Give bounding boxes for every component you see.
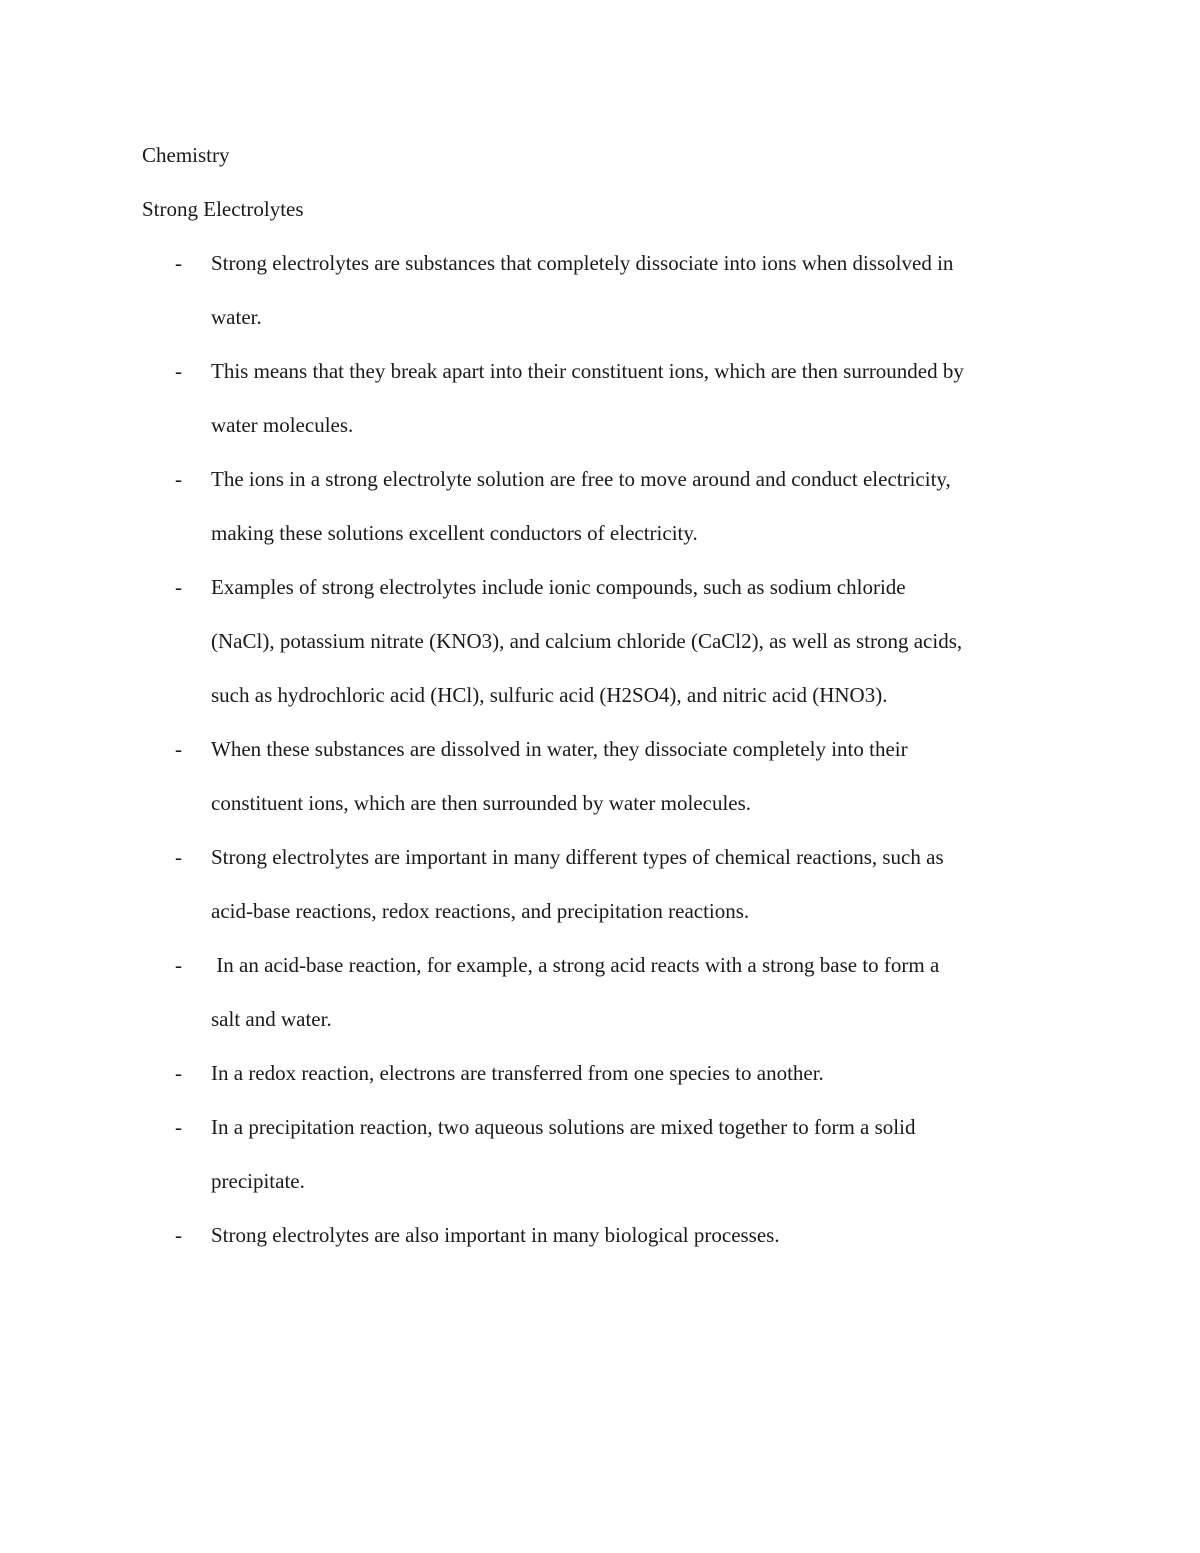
bullet-dash: -	[175, 845, 182, 869]
bullet-text-line: constituent ions, which are then surrounded by water molecules.	[211, 791, 752, 815]
document-body	[142, 128, 1082, 1262]
bullet-list	[142, 236, 1082, 1262]
bullet-dash: -	[175, 251, 182, 275]
bullet-item	[142, 344, 1069, 452]
bullet-dash: -	[175, 1115, 182, 1139]
topic-heading: Strong Electrolytes	[142, 197, 304, 221]
bullet-item	[142, 830, 1069, 938]
bullet-text-line: salt and water.	[211, 1007, 332, 1031]
bullet-item	[142, 560, 1069, 722]
bullet-dash: -	[175, 1061, 182, 1085]
bullet-text-line: such as hydrochloric acid (HCl), sulfuric acid (H2SO4), and nitric acid (HNO3).	[211, 683, 888, 707]
bullet-dash: -	[175, 953, 182, 977]
course-title: Chemistry	[142, 143, 230, 167]
bullet-text-line: water molecules.	[211, 413, 354, 437]
bullet-dash: -	[175, 737, 182, 761]
bullet-text-line: This means that they break apart into their constituent ions, which are then surrounded by	[211, 359, 964, 383]
bullet-text-line: In a precipitation reaction, two aqueous solutions are mixed together to form a solid	[211, 1115, 916, 1139]
bullet-text-line: The ions in a strong electrolyte solution are free to move around and conduct electricity,	[211, 467, 951, 491]
bullet-text-line: When these substances are dissolved in water, they dissociate completely into their	[211, 737, 908, 761]
bullet-text-line: In a redox reaction, electrons are transferred from one species to another.	[211, 1061, 824, 1085]
bullet-text-line: water.	[211, 305, 262, 329]
bullet-text-line: In an acid-base reaction, for example, a strong acid reacts with a strong base to form a	[211, 953, 940, 977]
bullet-item	[142, 1208, 1069, 1262]
bullet-text-line: Strong electrolytes are also important in many biological processes.	[211, 1223, 780, 1247]
bullet-text-line: Strong electrolytes are important in many different types of chemical reactions, such as	[211, 845, 944, 869]
bullet-dash: -	[175, 359, 182, 383]
bullet-text-line: Examples of strong electrolytes include ionic compounds, such as sodium chloride	[211, 575, 906, 599]
bullet-item	[142, 722, 1069, 830]
bullet-item	[142, 236, 1069, 344]
bullet-text-line: Strong electrolytes are substances that completely dissociate into ions when dissolved in	[211, 251, 954, 275]
bullet-item	[142, 938, 1069, 1046]
bullet-item	[142, 1046, 1069, 1100]
bullet-dash: -	[175, 1223, 182, 1247]
bullet-text-line: precipitate.	[211, 1169, 305, 1193]
bullet-dash: -	[175, 575, 182, 599]
bullet-dash: -	[175, 467, 182, 491]
bullet-text-line: (NaCl), potassium nitrate (KNO3), and calcium chloride (CaCl2), as well as strong acids,	[211, 629, 963, 653]
bullet-item	[142, 452, 1069, 560]
bullet-text-line: making these solutions excellent conductors of electricity.	[211, 521, 698, 545]
bullet-text-line: acid-base reactions, redox reactions, and precipitation reactions.	[211, 899, 750, 923]
bullet-item	[142, 1100, 1069, 1208]
